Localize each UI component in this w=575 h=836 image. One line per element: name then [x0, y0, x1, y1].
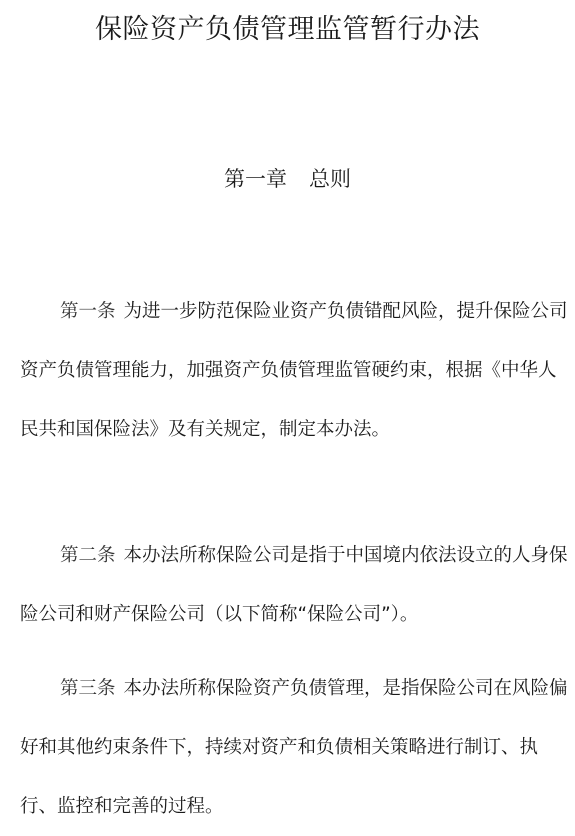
chapter-heading [0, 163, 575, 195]
document-title: 保险资产负债管理监管暂行办法 [95, 14, 480, 45]
article-1-text: 为进一步防范保险业资产负债错配风险，提升保险公司资产负债管理能力，加强资产负债管理监管硬约束，根据《中华人民共和国保险法》及有关规定，制定本办法。 [20, 301, 568, 440]
article-1-label: 第一条 [60, 301, 116, 322]
article-3-text: 本办法所称保险资产负债管理，是指保险公司在风险偏好和其他约束条件下，持续对资产和负债相关策略进行制订、执行、监控和完善的过程。 [20, 678, 568, 817]
article-2 [20, 526, 568, 644]
chapter-number: 第一章 [224, 167, 287, 191]
article-1 [20, 282, 568, 459]
article-3 [20, 659, 568, 836]
article-2-text: 本办法所称保险公司是指于中国境内依法设立的人身保险公司和财产保险公司（以下简称“保险公司”）。 [20, 545, 568, 625]
chapter-name: 总则 [309, 167, 351, 191]
article-2-label: 第二条 [60, 545, 116, 566]
article-3-label: 第三条 [60, 678, 116, 699]
